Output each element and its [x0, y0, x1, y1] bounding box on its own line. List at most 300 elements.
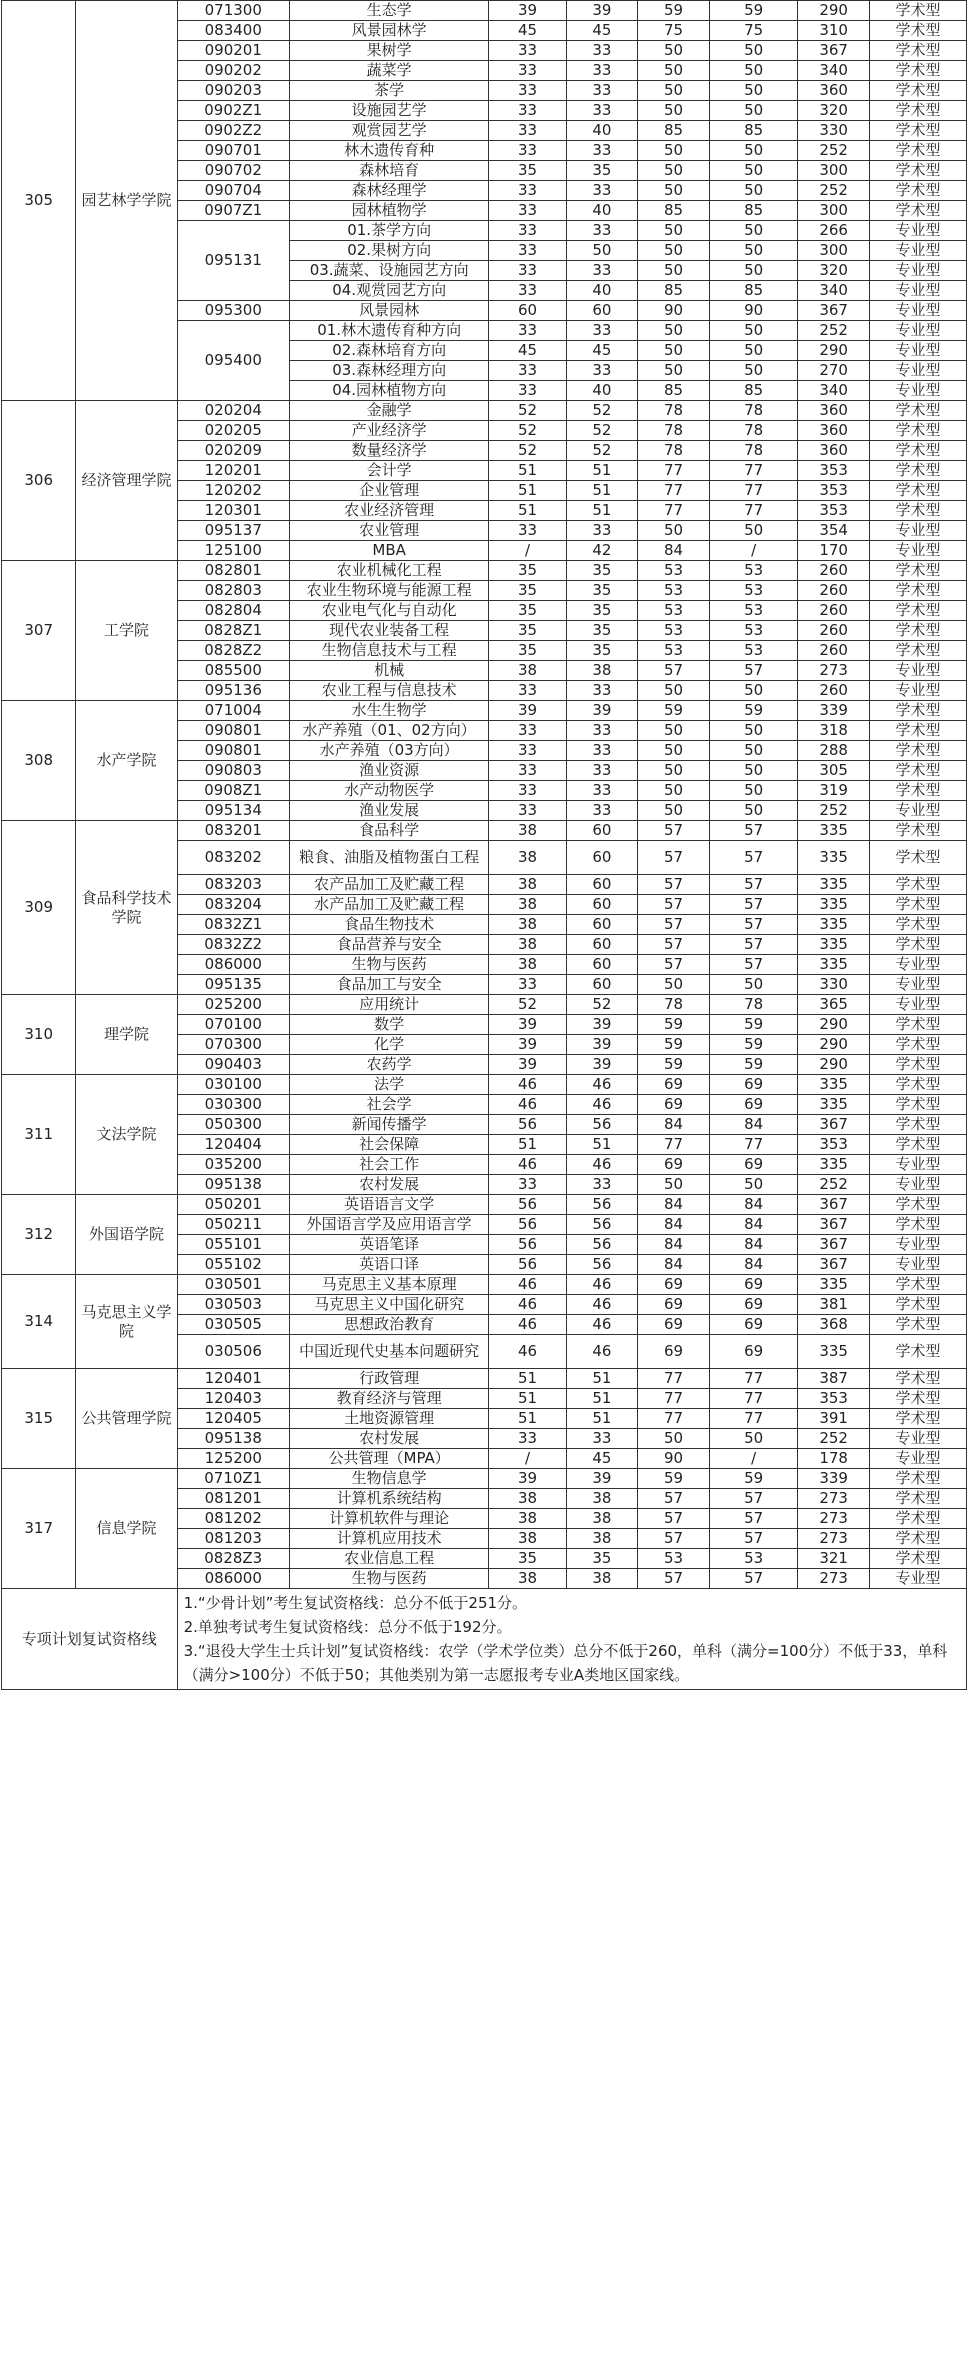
score-cell: 33	[566, 681, 638, 701]
score-cell: 78	[638, 995, 710, 1015]
degree-type-cell: 学术型	[869, 641, 966, 661]
score-cell: 77	[638, 1409, 710, 1429]
degree-type-cell: 学术型	[869, 1115, 966, 1135]
degree-type-cell: 专业型	[869, 1569, 966, 1589]
score-cell: 178	[798, 1449, 870, 1469]
score-cell: 391	[798, 1409, 870, 1429]
degree-type-cell: 专业型	[869, 955, 966, 975]
score-cell: 319	[798, 781, 870, 801]
major-name-cell: 机械	[289, 661, 488, 681]
score-cell: 305	[798, 761, 870, 781]
score-cell: 35	[566, 161, 638, 181]
major-name-cell: 农业工程与信息技术	[289, 681, 488, 701]
score-cell: 57	[638, 935, 710, 955]
major-code-cell: 030100	[177, 1075, 289, 1095]
score-cell: 367	[798, 1215, 870, 1235]
score-cell: 51	[566, 501, 638, 521]
score-cell: 46	[489, 1335, 566, 1369]
major-name-cell: 农业机械化工程	[289, 561, 488, 581]
score-cell: 260	[798, 581, 870, 601]
score-cell: 360	[798, 421, 870, 441]
major-name-cell: 农村发展	[289, 1429, 488, 1449]
score-cell: 77	[638, 1135, 710, 1155]
degree-type-cell: 学术型	[869, 1335, 966, 1369]
score-cell: 59	[709, 1, 797, 21]
score-cell: 50	[709, 221, 797, 241]
major-code-cell: 081201	[177, 1489, 289, 1509]
score-cell: 78	[709, 421, 797, 441]
score-cell: 46	[489, 1295, 566, 1315]
college-name-cell: 文法学院	[76, 1075, 177, 1195]
major-name-cell: 04.园林植物方向	[289, 381, 488, 401]
college-code-cell: 308	[2, 701, 76, 821]
degree-type-cell: 学术型	[869, 701, 966, 721]
score-cell: 50	[709, 161, 797, 181]
score-cell: 368	[798, 1315, 870, 1335]
major-name-cell: 农业电气化与自动化	[289, 601, 488, 621]
score-cell: 35	[566, 601, 638, 621]
score-cell: 57	[709, 1529, 797, 1549]
score-cell: 33	[489, 221, 566, 241]
score-cell: 51	[489, 1135, 566, 1155]
score-cell: 50	[638, 761, 710, 781]
major-code-cell: 086000	[177, 955, 289, 975]
score-cell: 387	[798, 1369, 870, 1389]
score-cell: 33	[566, 361, 638, 381]
score-cell: 69	[638, 1335, 710, 1369]
score-cell: 35	[489, 641, 566, 661]
score-cell: 40	[566, 121, 638, 141]
score-cell: 77	[709, 1369, 797, 1389]
score-cell: 53	[709, 581, 797, 601]
score-cell: 57	[638, 1489, 710, 1509]
score-cell: 340	[798, 281, 870, 301]
major-name-cell: 马克思主义基本原理	[289, 1275, 488, 1295]
degree-type-cell: 学术型	[869, 741, 966, 761]
score-cell: 360	[798, 81, 870, 101]
score-cell: 51	[489, 481, 566, 501]
score-cell: 39	[566, 1015, 638, 1035]
score-cell: 35	[566, 1549, 638, 1569]
score-cell: 50	[709, 741, 797, 761]
major-name-cell: 食品营养与安全	[289, 935, 488, 955]
degree-type-cell: 学术型	[869, 501, 966, 521]
score-cell: 365	[798, 995, 870, 1015]
degree-type-cell: 专业型	[869, 221, 966, 241]
score-cell: 50	[638, 241, 710, 261]
score-cell: 33	[489, 761, 566, 781]
degree-type-cell: 学术型	[869, 401, 966, 421]
score-cell: 78	[638, 401, 710, 421]
score-cell: 40	[566, 381, 638, 401]
degree-type-cell: 学术型	[869, 21, 966, 41]
score-cell: 57	[638, 821, 710, 841]
score-cell: 50	[638, 141, 710, 161]
score-cell: 56	[566, 1235, 638, 1255]
college-name-cell: 水产学院	[76, 701, 177, 821]
table-row	[2, 1275, 967, 1295]
score-cell: 45	[566, 341, 638, 361]
score-cell: /	[489, 1449, 566, 1469]
score-cell: 33	[489, 521, 566, 541]
score-cell: 84	[638, 1115, 710, 1135]
score-cell: 300	[798, 161, 870, 181]
major-name-cell: 渔业资源	[289, 761, 488, 781]
score-cell: 56	[566, 1115, 638, 1135]
score-cell: 50	[638, 361, 710, 381]
score-cell: 85	[709, 121, 797, 141]
score-cell: 318	[798, 721, 870, 741]
score-cell: 367	[798, 301, 870, 321]
major-name-cell: 03.蔬菜、设施园艺方向	[289, 261, 488, 281]
score-cell: 85	[638, 121, 710, 141]
degree-type-cell: 学术型	[869, 915, 966, 935]
score-cell: 33	[489, 1429, 566, 1449]
score-cell: 354	[798, 521, 870, 541]
score-table-body	[2, 1, 967, 1690]
degree-type-cell: 学术型	[869, 1295, 966, 1315]
score-cell: 69	[709, 1095, 797, 1115]
score-cell: 367	[798, 1235, 870, 1255]
score-cell: 77	[638, 1369, 710, 1389]
major-code-cell: 090702	[177, 161, 289, 181]
college-name-cell: 食品科学技术学院	[76, 821, 177, 995]
major-code-cell: 071004	[177, 701, 289, 721]
college-code-cell: 305	[2, 1, 76, 401]
major-code-cell: 095137	[177, 521, 289, 541]
score-cell: /	[709, 541, 797, 561]
score-cell: 56	[566, 1255, 638, 1275]
score-cell: 57	[709, 875, 797, 895]
score-cell: 90	[638, 301, 710, 321]
score-cell: 335	[798, 841, 870, 875]
score-cell: 84	[638, 1255, 710, 1275]
score-cell: 33	[566, 321, 638, 341]
score-cell: 38	[566, 1509, 638, 1529]
score-cell: 46	[489, 1275, 566, 1295]
score-cell: 50	[638, 221, 710, 241]
score-cell: 77	[709, 1389, 797, 1409]
major-code-cell: 071300	[177, 1, 289, 21]
score-cell: 290	[798, 1, 870, 21]
major-name-cell: 食品加工与安全	[289, 975, 488, 995]
major-name-cell: 公共管理（MPA）	[289, 1449, 488, 1469]
score-cell: 46	[566, 1075, 638, 1095]
college-code-cell: 317	[2, 1469, 76, 1589]
score-cell: 69	[638, 1155, 710, 1175]
major-name-cell: MBA	[289, 541, 488, 561]
degree-type-cell: 学术型	[869, 561, 966, 581]
score-cell: 50	[709, 81, 797, 101]
score-cell: 46	[489, 1315, 566, 1335]
score-cell: 367	[798, 41, 870, 61]
score-cell: 33	[489, 121, 566, 141]
score-cell: 39	[489, 1055, 566, 1075]
score-cell: 60	[566, 935, 638, 955]
score-cell: 56	[489, 1235, 566, 1255]
score-cell: 59	[709, 1015, 797, 1035]
degree-type-cell: 学术型	[869, 721, 966, 741]
score-cell: 335	[798, 1275, 870, 1295]
score-cell: 310	[798, 21, 870, 41]
major-name-cell: 金融学	[289, 401, 488, 421]
score-cell: 33	[489, 721, 566, 741]
score-cell: 50	[638, 741, 710, 761]
major-name-cell: 马克思主义中国化研究	[289, 1295, 488, 1315]
score-cell: 38	[489, 915, 566, 935]
major-name-cell: 生态学	[289, 1, 488, 21]
score-cell: 290	[798, 1035, 870, 1055]
score-cell: 38	[489, 1569, 566, 1589]
score-cell: 57	[638, 1529, 710, 1549]
major-code-cell: 020209	[177, 441, 289, 461]
score-cell: 300	[798, 201, 870, 221]
major-name-cell: 农药学	[289, 1055, 488, 1075]
score-cell: 260	[798, 641, 870, 661]
major-name-cell: 02.森林培育方向	[289, 341, 488, 361]
score-cell: 38	[489, 1489, 566, 1509]
major-code-cell: 095131	[177, 221, 289, 301]
score-cell: 69	[638, 1075, 710, 1095]
score-cell: 273	[798, 1569, 870, 1589]
major-name-cell: 数量经济学	[289, 441, 488, 461]
score-cell: 78	[638, 441, 710, 461]
score-cell: 288	[798, 741, 870, 761]
score-cell: 33	[489, 741, 566, 761]
college-code-cell: 311	[2, 1075, 76, 1195]
degree-type-cell: 学术型	[869, 61, 966, 81]
score-cell: 50	[709, 41, 797, 61]
score-cell: 84	[638, 1235, 710, 1255]
note-line: 2.单独考试考生复试资格线：总分不低于192分。	[183, 1618, 512, 1637]
degree-type-cell: 专业型	[869, 681, 966, 701]
score-cell: 252	[798, 801, 870, 821]
major-code-cell: 083201	[177, 821, 289, 841]
notes-content	[177, 1589, 966, 1690]
score-cell: 35	[566, 641, 638, 661]
score-cell: 50	[709, 101, 797, 121]
score-cell: 85	[638, 381, 710, 401]
score-cell: 50	[709, 61, 797, 81]
score-cell: 320	[798, 261, 870, 281]
score-cell: 53	[638, 1549, 710, 1569]
major-name-cell: 英语笔译	[289, 1235, 488, 1255]
score-cell: 260	[798, 681, 870, 701]
score-cell: 51	[566, 461, 638, 481]
major-code-cell: 085500	[177, 661, 289, 681]
score-cell: 51	[566, 1135, 638, 1155]
score-cell: 57	[709, 935, 797, 955]
major-name-cell: 新闻传播学	[289, 1115, 488, 1135]
score-cell: 50	[638, 721, 710, 741]
score-cell: 35	[489, 621, 566, 641]
major-name-cell: 企业管理	[289, 481, 488, 501]
major-name-cell: 设施园艺学	[289, 101, 488, 121]
score-cell: 84	[709, 1215, 797, 1235]
score-cell: 335	[798, 935, 870, 955]
score-cell: 57	[709, 1489, 797, 1509]
degree-type-cell: 专业型	[869, 1449, 966, 1469]
score-cell: 335	[798, 1095, 870, 1115]
score-cell: 320	[798, 101, 870, 121]
score-cell: 353	[798, 501, 870, 521]
score-cell: 273	[798, 1509, 870, 1529]
score-cell: 33	[489, 181, 566, 201]
degree-type-cell: 专业型	[869, 541, 966, 561]
major-name-cell: 农业管理	[289, 521, 488, 541]
degree-type-cell: 学术型	[869, 781, 966, 801]
score-cell: 77	[709, 481, 797, 501]
score-cell: 53	[709, 621, 797, 641]
table-row	[2, 1369, 967, 1389]
score-cell: 33	[566, 101, 638, 121]
score-cell: 50	[638, 781, 710, 801]
degree-type-cell: 学术型	[869, 1035, 966, 1055]
score-cell: 46	[566, 1275, 638, 1295]
score-cell: 39	[489, 1035, 566, 1055]
score-cell: 77	[709, 461, 797, 481]
score-cell: 33	[489, 361, 566, 381]
score-cell: 50	[638, 181, 710, 201]
score-cell: 50	[638, 1175, 710, 1195]
major-name-cell: 社会保障	[289, 1135, 488, 1155]
score-cell: 50	[709, 1429, 797, 1449]
score-cell: 56	[489, 1255, 566, 1275]
score-cell: 38	[566, 1529, 638, 1549]
score-cell: 46	[489, 1095, 566, 1115]
score-cell: 59	[638, 1035, 710, 1055]
score-cell: 57	[709, 1509, 797, 1529]
major-name-cell: 土地资源管理	[289, 1409, 488, 1429]
score-cell: 40	[566, 201, 638, 221]
major-name-cell: 果树学	[289, 41, 488, 61]
degree-type-cell: 学术型	[869, 1529, 966, 1549]
score-cell: 33	[566, 521, 638, 541]
score-cell: 52	[489, 441, 566, 461]
degree-type-cell: 学术型	[869, 1489, 966, 1509]
score-cell: 69	[638, 1275, 710, 1295]
score-cell: 35	[489, 561, 566, 581]
score-cell: 52	[566, 995, 638, 1015]
degree-type-cell: 学术型	[869, 1549, 966, 1569]
score-cell: 38	[489, 1529, 566, 1549]
score-cell: 260	[798, 621, 870, 641]
major-name-cell: 粮食、油脂及植物蛋白工程	[289, 841, 488, 875]
degree-type-cell: 专业型	[869, 1235, 966, 1255]
score-cell: 45	[566, 21, 638, 41]
score-cell: 335	[798, 1335, 870, 1369]
major-code-cell: 050211	[177, 1215, 289, 1235]
degree-type-cell: 学术型	[869, 1, 966, 21]
score-cell: 353	[798, 461, 870, 481]
major-code-cell: 030300	[177, 1095, 289, 1115]
score-cell: 57	[709, 955, 797, 975]
major-code-cell: 120404	[177, 1135, 289, 1155]
degree-type-cell: 学术型	[869, 821, 966, 841]
score-cell: 335	[798, 955, 870, 975]
score-cell: 59	[638, 701, 710, 721]
major-code-cell: 090203	[177, 81, 289, 101]
major-code-cell: 0902Z2	[177, 121, 289, 141]
college-name-cell: 经济管理学院	[76, 401, 177, 561]
score-cell: 52	[489, 421, 566, 441]
score-cell: 46	[566, 1315, 638, 1335]
score-cell: 85	[709, 201, 797, 221]
major-code-cell: 095138	[177, 1429, 289, 1449]
college-name-cell: 工学院	[76, 561, 177, 701]
score-cell: 252	[798, 181, 870, 201]
degree-type-cell: 专业型	[869, 321, 966, 341]
table-row	[2, 401, 967, 421]
score-cell: 69	[709, 1075, 797, 1095]
score-cell: 51	[566, 1369, 638, 1389]
score-cell: 75	[638, 21, 710, 41]
score-cell: 56	[566, 1215, 638, 1235]
score-cell: 53	[709, 601, 797, 621]
score-cell: 50	[638, 521, 710, 541]
score-cell: 57	[638, 875, 710, 895]
score-cell: 51	[489, 1409, 566, 1429]
score-cell: 40	[566, 281, 638, 301]
score-cell: 46	[566, 1155, 638, 1175]
score-cell: 50	[709, 975, 797, 995]
score-cell: 33	[489, 41, 566, 61]
score-cell: 33	[489, 101, 566, 121]
score-cell: 33	[489, 201, 566, 221]
table-row	[2, 701, 967, 721]
major-name-cell: 风景园林	[289, 301, 488, 321]
major-name-cell: 水产养殖（03方向）	[289, 741, 488, 761]
degree-type-cell: 学术型	[869, 581, 966, 601]
score-cell: 50	[638, 81, 710, 101]
major-code-cell: 095135	[177, 975, 289, 995]
score-cell: 252	[798, 1175, 870, 1195]
score-cell: 69	[709, 1335, 797, 1369]
major-name-cell: 社会学	[289, 1095, 488, 1115]
score-cell: 69	[638, 1315, 710, 1335]
score-cell: 252	[798, 1429, 870, 1449]
score-cell: 252	[798, 321, 870, 341]
score-cell: 33	[489, 321, 566, 341]
score-cell: 53	[709, 1549, 797, 1569]
score-cell: 340	[798, 61, 870, 81]
major-code-cell: 081203	[177, 1529, 289, 1549]
major-code-cell: 083204	[177, 895, 289, 915]
degree-type-cell: 专业型	[869, 995, 966, 1015]
score-cell: 270	[798, 361, 870, 381]
score-cell: 69	[709, 1275, 797, 1295]
college-code-cell: 306	[2, 401, 76, 561]
major-code-cell: 082803	[177, 581, 289, 601]
score-cell: 50	[638, 341, 710, 361]
score-cell: 46	[566, 1295, 638, 1315]
score-cell: 57	[638, 661, 710, 681]
major-code-cell: 086000	[177, 1569, 289, 1589]
score-cell: 353	[798, 1135, 870, 1155]
major-code-cell: 083202	[177, 841, 289, 875]
score-cell: 56	[489, 1195, 566, 1215]
score-cell: 57	[638, 955, 710, 975]
degree-type-cell: 学术型	[869, 41, 966, 61]
score-cell: 340	[798, 381, 870, 401]
college-name-cell: 外国语学院	[76, 1195, 177, 1275]
score-cell: 33	[489, 801, 566, 821]
score-cell: 50	[709, 141, 797, 161]
college-name-cell: 园艺林学学院	[76, 1, 177, 401]
score-cell: 46	[566, 1095, 638, 1115]
score-cell: 35	[489, 581, 566, 601]
score-cell: 51	[566, 1409, 638, 1429]
